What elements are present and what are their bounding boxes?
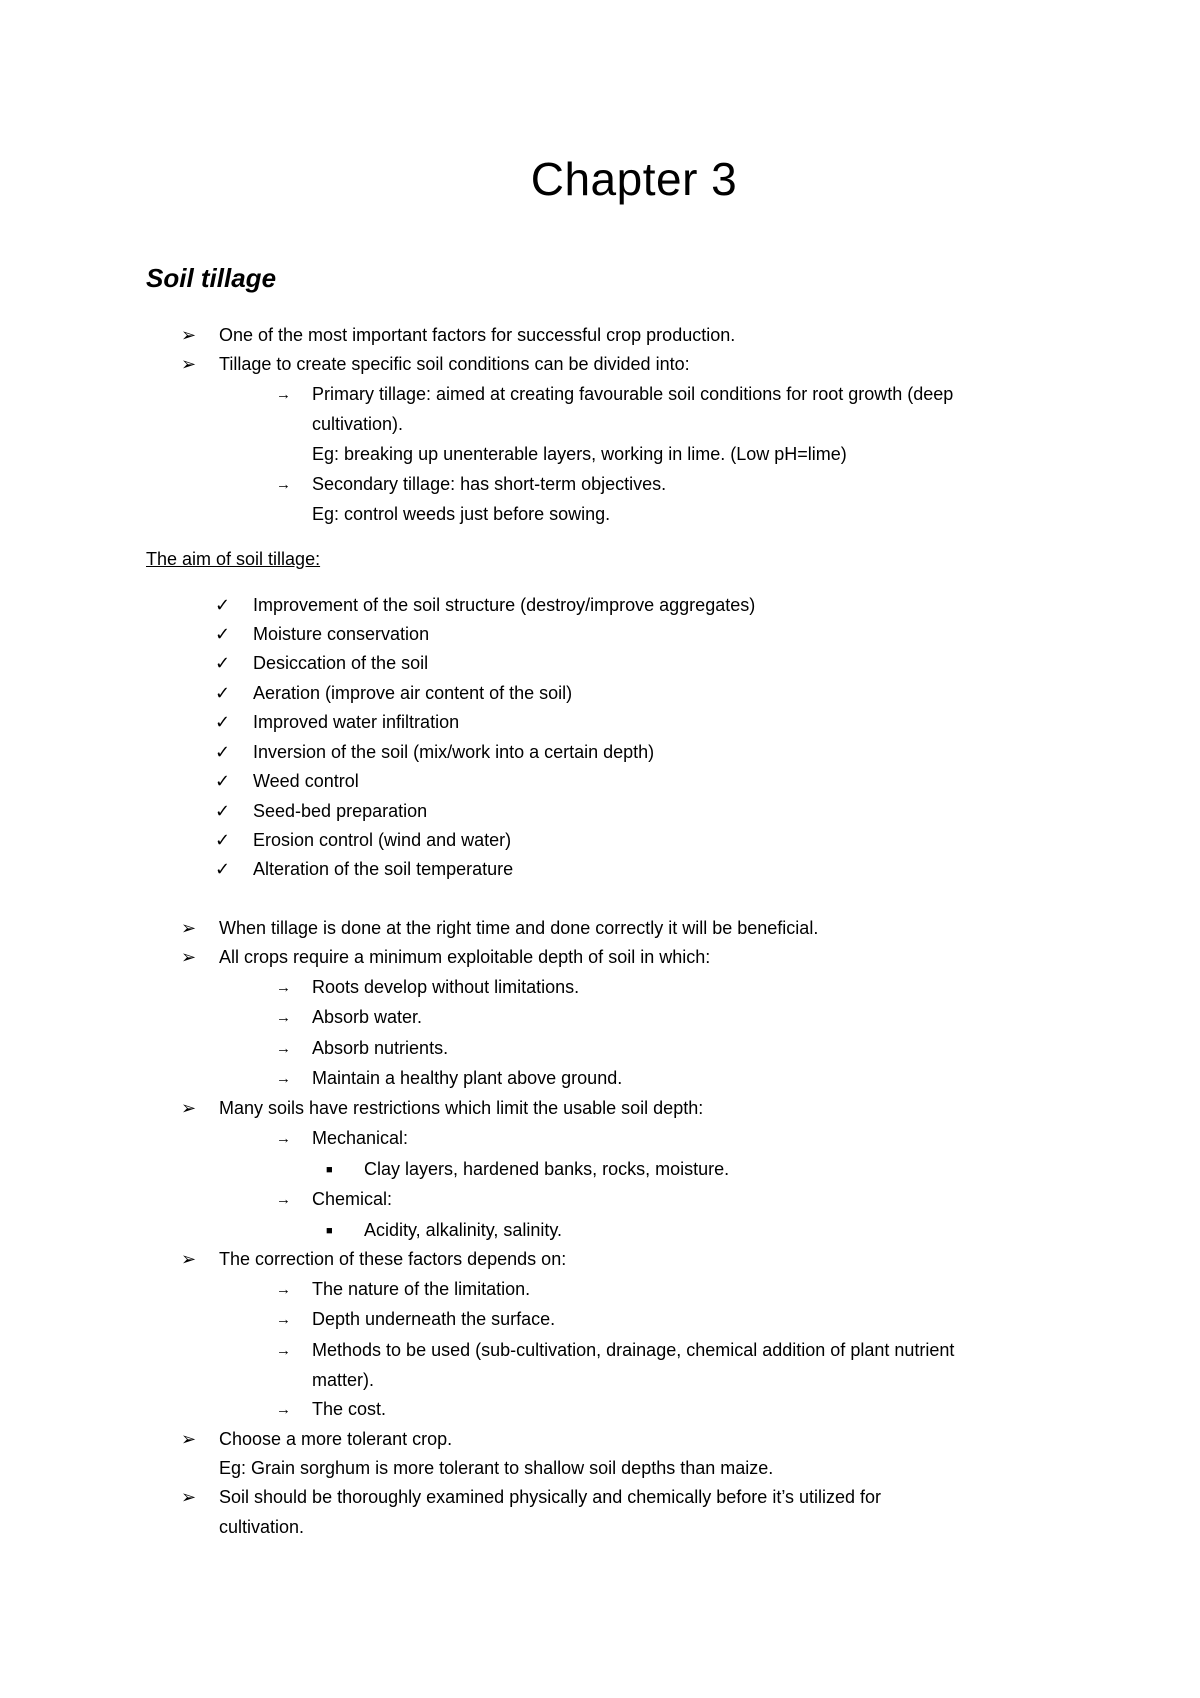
arrow-right-icon: → [276,1281,291,1298]
aim-heading: The aim of soil tillage: [146,549,321,569]
primary-tillage-example: Eg: breaking up unenterable layers, working in lime. (Low pH=lime) [312,444,847,464]
depth-item: Maintain a healthy plant above ground. [312,1068,623,1088]
arrow-right-icon: → [276,1070,291,1087]
correction-item: Depth underneath the surface. [312,1309,556,1329]
bullet-arrowhead-icon: ➢ [181,1429,197,1449]
timing-point: When tillage is done at the right time and done correctly it will be beneficial. [219,918,819,938]
depth-intro: All crops require a minimum exploitable depth of soil in which: [219,947,711,967]
arrow-right-icon: → [276,979,291,996]
depth-item: Absorb water. [312,1007,423,1027]
examine-point-cont: cultivation. [219,1517,305,1537]
aim-item: Improvement of the soil structure (destroy/improve aggregates) [253,595,756,615]
primary-tillage-text: Primary tillage: aimed at creating favourable soil conditions for root growth (deep [312,384,954,404]
aim-item: Aeration (improve air content of the soil) [253,683,573,703]
bullet-arrowhead-icon: ➢ [181,1487,197,1507]
aim-item: Erosion control (wind and water) [253,830,512,850]
square-bullet-icon: ■ [326,1225,333,1237]
examine-point: Soil should be thoroughly examined physically and chemically before it’s utilized for [219,1487,882,1507]
bullet-arrowhead-icon: ➢ [181,354,197,374]
bullet-arrowhead-icon: ➢ [181,918,197,938]
primary-tillage-text-cont: cultivation). [312,414,404,434]
section-title: Soil tillage [146,263,277,293]
intro-item: Tillage to create specific soil conditions can be divided into: [219,354,690,374]
square-bullet-icon: ■ [326,1164,333,1176]
correction-intro: The correction of these factors depends on: [219,1249,567,1269]
bullet-arrowhead-icon: ➢ [181,1098,197,1118]
depth-item: Absorb nutrients. [312,1038,449,1058]
aim-item: Improved water infiltration [253,712,460,732]
chemical-detail: Acidity, alkalinity, salinity. [364,1220,563,1240]
intro-item: One of the most important factors for successful crop production. [219,325,736,345]
checkmark-icon: ✓ [215,653,231,673]
checkmark-icon: ✓ [215,771,231,791]
correction-item: The nature of the limitation. [312,1279,531,1299]
secondary-tillage-text: Secondary tillage: has short-term objectives. [312,474,667,494]
bullet-arrowhead-icon: ➢ [181,1249,197,1269]
correction-item: The cost. [312,1399,387,1419]
arrow-right-icon: → [276,476,291,493]
chemical-label: Chemical: [312,1189,393,1209]
arrow-right-icon: → [276,1130,291,1147]
depth-item: Roots develop without limitations. [312,977,580,997]
aim-item: Weed control [253,771,359,791]
arrow-right-icon: → [276,1311,291,1328]
tolerant-crop-example: Eg: Grain sorghum is more tolerant to shallow soil depths than maize. [219,1458,774,1478]
mechanical-detail: Clay layers, hardened banks, rocks, moisture. [364,1159,730,1179]
checkmark-icon: ✓ [215,801,231,821]
aim-item: Alteration of the soil temperature [253,859,514,879]
aim-item: Desiccation of the soil [253,653,429,673]
aim-item: Moisture conservation [253,624,430,644]
arrow-right-icon: → [276,1401,291,1418]
restrictions-intro: Many soils have restrictions which limit the usable soil depth: [219,1098,704,1118]
secondary-tillage-example: Eg: control weeds just before sowing. [312,504,611,524]
chapter-title: Chapter 3 [530,153,738,205]
checkmark-icon: ✓ [215,712,231,732]
tolerant-crop-point: Choose a more tolerant crop. [219,1429,453,1449]
checkmark-icon: ✓ [215,859,231,879]
arrow-right-icon: → [276,1009,291,1026]
arrow-right-icon: → [276,1191,291,1208]
aim-item: Seed-bed preparation [253,801,428,821]
correction-item: Methods to be used (sub-cultivation, drainage, chemical addition of plant nutrient [312,1340,955,1360]
mechanical-label: Mechanical: [312,1128,409,1148]
bullet-arrowhead-icon: ➢ [181,325,197,345]
aim-item: Inversion of the soil (mix/work into a certain depth) [253,742,655,762]
checkmark-icon: ✓ [215,595,231,615]
checkmark-icon: ✓ [215,830,231,850]
arrow-right-icon: → [276,1040,291,1057]
arrow-right-icon: → [276,386,291,403]
correction-item-cont: matter). [312,1370,375,1390]
checkmark-icon: ✓ [215,742,231,762]
arrow-right-icon: → [276,1342,291,1359]
bullet-arrowhead-icon: ➢ [181,947,197,967]
checkmark-icon: ✓ [215,624,231,644]
checkmark-icon: ✓ [215,683,231,703]
